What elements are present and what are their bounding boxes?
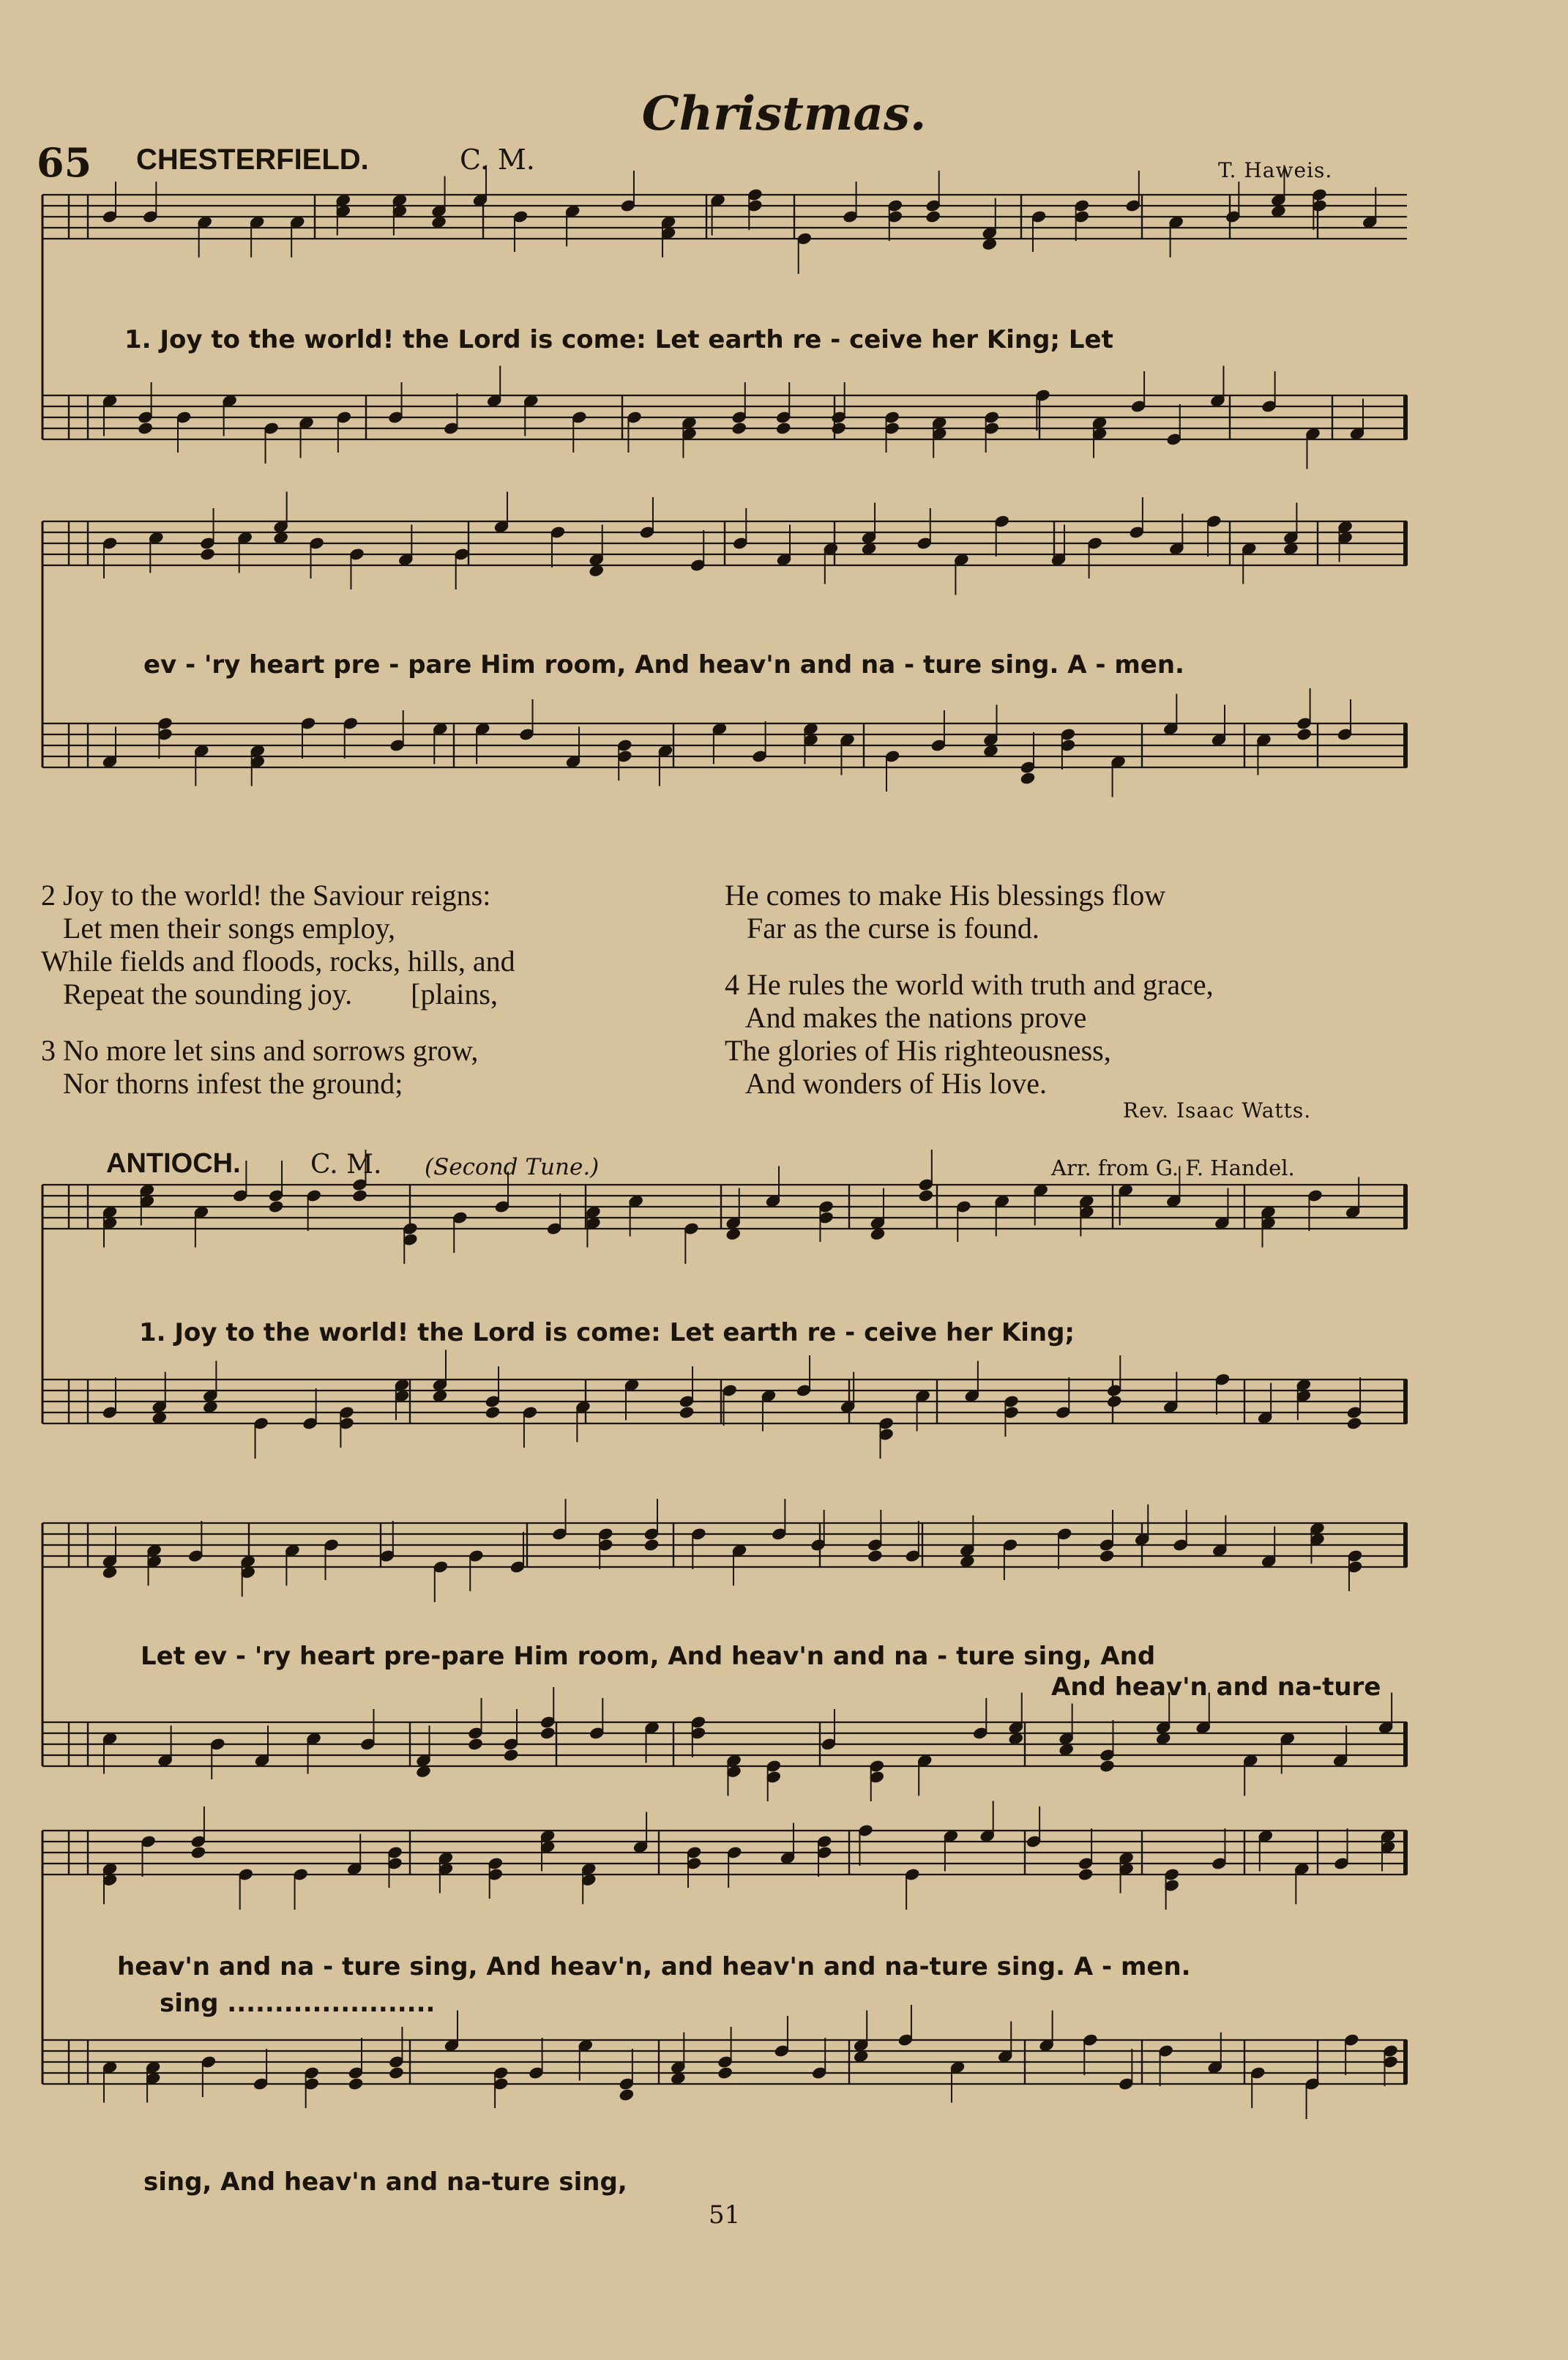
tune2-lyric-line-2b: And heav'n and na-ture (1051, 1672, 1381, 1702)
tune2-lyric-line-1: 1. Joy to the world! the Lord is come: Let earth re - ceive her King; (139, 1318, 1075, 1347)
tune2-lyric-line-2: Let ev - 'ry heart pre-pare Him room, And heav'n and na - ture sing, And (141, 1642, 1156, 1671)
composer: T. Haweis. (1218, 158, 1333, 182)
hymn-lyric-line-1: 1. Joy to the world! the Lord is come: Let earth re - ceive her King; Let (124, 325, 1113, 354)
tune-name: CHESTERFIELD. (136, 144, 369, 176)
page-number: 51 (709, 2200, 741, 2230)
stanza-4: 4 He rules the world with truth and grace, And makes the nations prove The glories of His righteousness, And wonders of His love. (725, 968, 1214, 1100)
tune2-lyric-line-3b: sing ...................... (160, 1989, 436, 2018)
hymn-lyric-line-2: ev - 'ry heart pre - pare Him room, And heav'n and na - ture sing. A - men. (143, 650, 1184, 680)
arranger: Arr. from G. F. Handel. (1051, 1155, 1295, 1180)
author: Rev. Isaac Watts. (1123, 1098, 1312, 1123)
stanza-2: 2 Joy to the world! the Saviour reigns: Let men their songs employ, While fields and floods, rocks, hills, and Repeat the sounding joy. [plains, (41, 879, 515, 1010)
tune2-lyric-line-3: heav'n and na - ture sing, And heav'n, and heav'n and na-ture sing. A - men. (117, 1952, 1191, 1981)
tune2-meter: C. M. (310, 1150, 382, 1180)
page-title: Christmas. (641, 86, 927, 141)
tune2-name: ANTIOCH. (106, 1148, 241, 1179)
stanza-continued: He comes to make His blessings flow Far as the curse is found. (725, 879, 1166, 945)
tune2-note: (Second Tune.) (425, 1154, 600, 1180)
stanza-3: 3 No more let sins and sorrows grow, Nor thorns infest the ground; (41, 1034, 479, 1100)
meter: C. M. (460, 144, 535, 176)
hymn-number: 65 (37, 139, 92, 186)
tune2-lyric-line-4: sing, And heav'n and na-ture sing, (143, 2167, 627, 2197)
